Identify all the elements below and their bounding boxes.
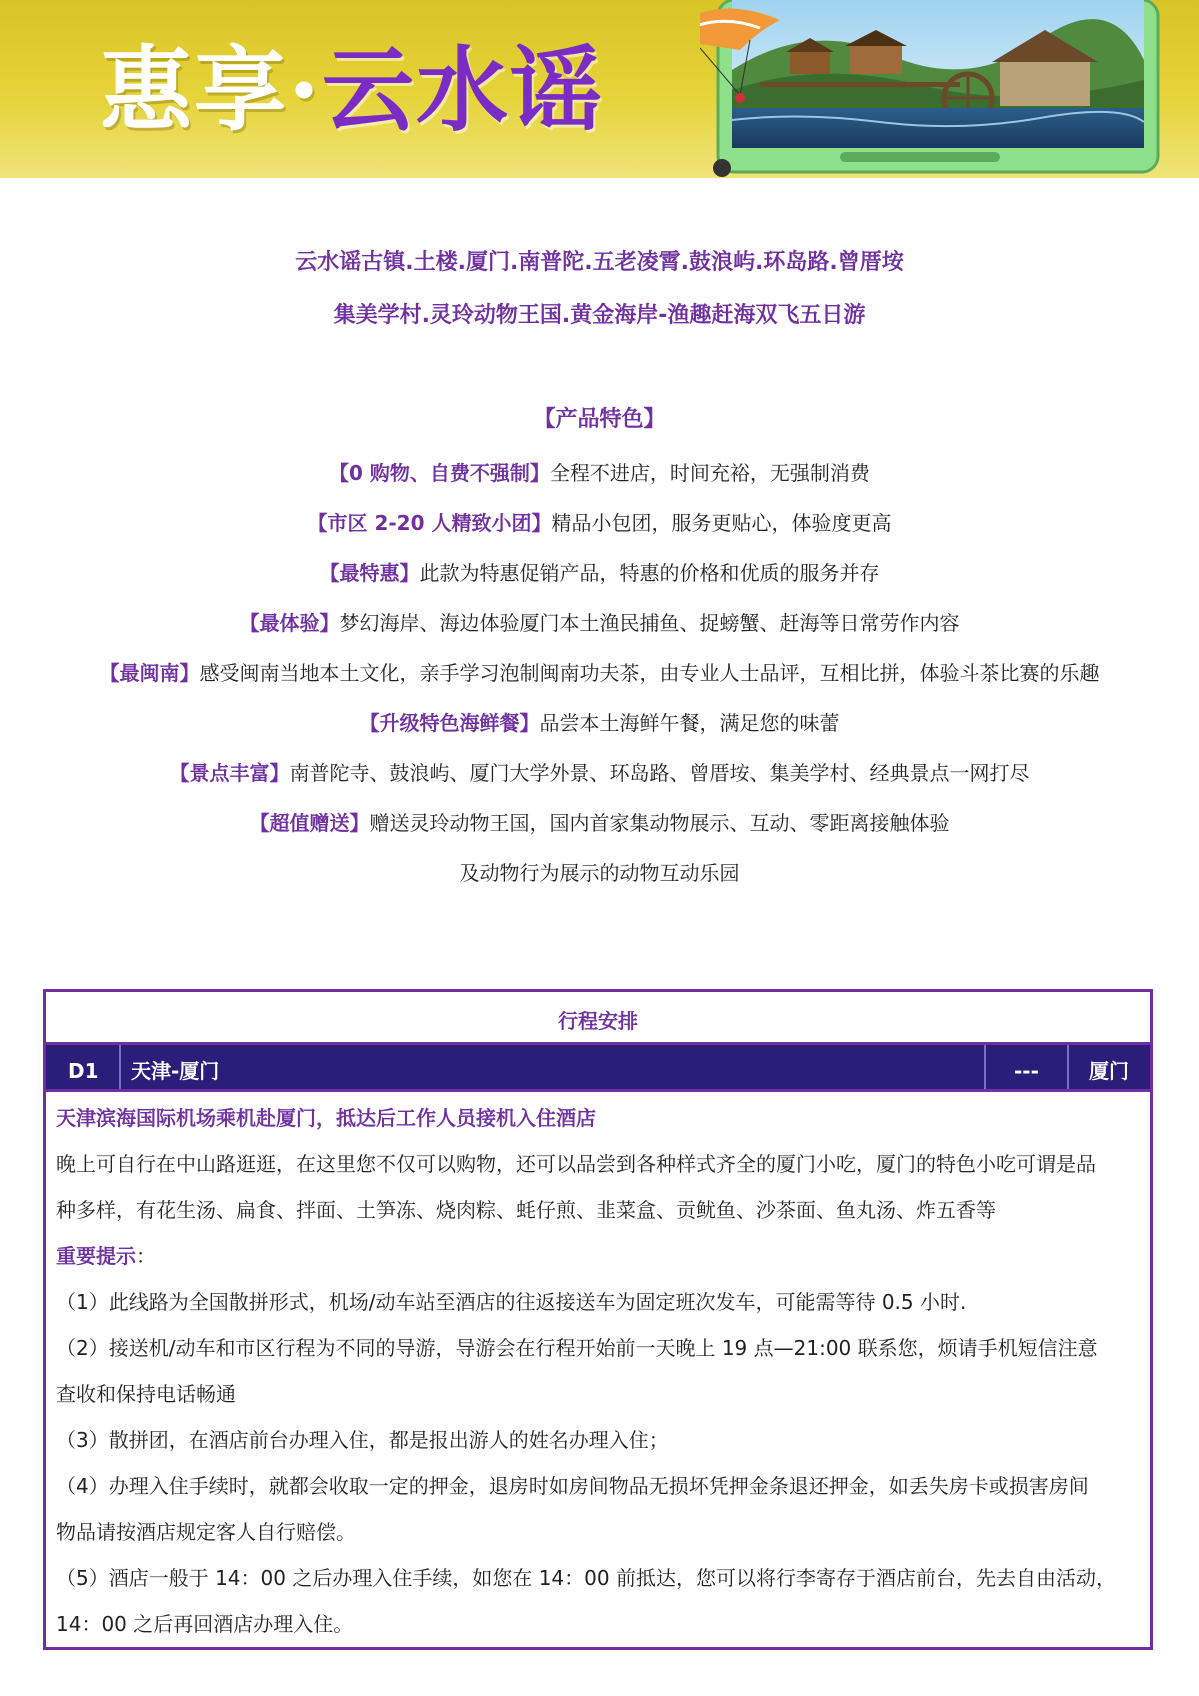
itinerary-table (43, 989, 1153, 1650)
feature-text: 感受闽南当地本土文化，亲手学习泡制闽南功夫茶，由专业人士品评，互相比拼，体验斗茶比赛的乐趣 (199, 661, 1100, 685)
feature-item (0, 607, 1199, 636)
notice-label: 重要提示 (56, 1244, 136, 1268)
day-description: 晚上可自行在中山路逛逛，在这里您不仅可以购物，还可以品尝到各种样式齐全的厦门小吃，厦门的特色小吃可谓是品 (56, 1152, 1096, 1176)
feature-item (0, 557, 1199, 586)
header-banner (0, 0, 1199, 178)
feature-tag: 【0 购物、自费不强制】 (329, 461, 550, 485)
feature-item (0, 707, 1199, 736)
day-row-divider (1067, 1045, 1069, 1089)
feature-tag: 【最体验】 (239, 611, 340, 635)
feature-text: 此款为特惠促销产品，特惠的价格和优质的服务并存 (419, 561, 880, 585)
feature-item (0, 457, 1199, 486)
day-row-divider (984, 1045, 986, 1089)
feature-tag: 【超值赠送】 (249, 811, 370, 835)
day-route: 天津-厦门 (131, 1059, 220, 1083)
day-description: 种多样，有花生汤、扁食、拌面、土笋冻、烧肉粽、蚝仔煎、韭菜盒、贡鱿鱼、沙茶面、鱼丸汤、炸五香等 (56, 1198, 996, 1222)
notice-item: 物品请按酒店规定客人自行赔偿。 (56, 1520, 356, 1544)
banner-title (100, 30, 604, 150)
notice-item: 查收和保持电话畅通 (56, 1382, 236, 1406)
notice-colon: ： (136, 1244, 156, 1268)
notice-item: （3）散拼团，在酒店前台办理入住，都是报出游人的姓名办理入住； (56, 1428, 669, 1452)
product-features-heading: 【产品特色】 (533, 407, 666, 432)
feature-tag: 【市区 2-20 人精致小团】 (307, 511, 552, 535)
feature-text: 梦幻海岸、海边体验厦门本土渔民捕鱼、捉螃蟹、赶海等日常劳作内容 (339, 611, 960, 635)
feature-text: 全程不进店，时间充裕，无强制消费 (549, 461, 870, 485)
day-subtitle: 天津滨海国际机场乘机赴厦门，抵达后工作人员接机入住酒店 (56, 1106, 596, 1130)
feature-item (0, 807, 1199, 836)
feature-item (0, 757, 1199, 786)
feature-tag: 【最特惠】 (319, 561, 420, 585)
notice-item: （5）酒店一般于 14：00 之后办理入住手续，如您在 14：00 前抵达，您可以将行李寄存于酒店前台，先去自由活动， (56, 1566, 1116, 1590)
notice-item: （1）此线路为全国散拼形式，机场/动车站至酒店的往返接送车为固定班次发车，可能需等待 0.5 小时. (56, 1290, 967, 1314)
feature-item (0, 657, 1199, 686)
feature-tag: 【最闽南】 (99, 661, 200, 685)
route-title-line-2: 集美学村.灵玲动物王国.黄金海岸-渔趣赶海双飞五日游 (333, 303, 866, 328)
feature-tag: 【景点丰富】 (169, 761, 290, 785)
day-row-d1 (46, 1042, 1150, 1092)
feature-text: 赠送灵玲动物王国，国内首家集动物展示、互动、零距离接触体验 (369, 811, 950, 835)
banner-title-white: 惠享· (100, 36, 323, 144)
feature-tag: 【升级特色海鲜餐】 (359, 711, 540, 735)
banner-title-purple: 云水谣 (322, 36, 605, 144)
day-stay: 厦门 (1089, 1059, 1129, 1083)
notice-label-line (56, 1240, 156, 1269)
itinerary-header: 行程安排 (558, 1009, 638, 1033)
day-meal: --- (1014, 1059, 1039, 1083)
notice-item: （4）办理入住手续时，就都会收取一定的押金，退房时如房间物品无损坏凭押金条退还押金，如丢失房卡或损害房间 (56, 1474, 1089, 1498)
feature-text: 品尝本土海鲜午餐，满足您的味蕾 (539, 711, 840, 735)
day-code: D1 (68, 1059, 99, 1083)
feature-text: 南普陀寺、鼓浪屿、厦门大学外景、环岛路、曾厝垵、集美学村、经典景点一网打尽 (289, 761, 1030, 785)
feature-item (0, 507, 1199, 536)
notice-item: （2）接送机/动车和市区行程为不同的导游，导游会在行程开始前一天晚上 19 点—21:00 联系您，烦请手机短信注意 (56, 1336, 1098, 1360)
day-row-divider (119, 1045, 121, 1089)
feature-text: 精品小包团，服务更贴心，体验度更高 (551, 511, 892, 535)
notice-item: 14：00 之后再回酒店办理入住。 (56, 1612, 354, 1636)
route-title-line-1: 云水谣古镇.土楼.厦门.南普陀.五老凌霄.鼓浪屿.环岛路.曾厝垵 (295, 250, 904, 275)
banner-scenery-image (700, 0, 1199, 178)
feature-continuation: 及动物行为展示的动物互动乐园 (459, 861, 740, 885)
